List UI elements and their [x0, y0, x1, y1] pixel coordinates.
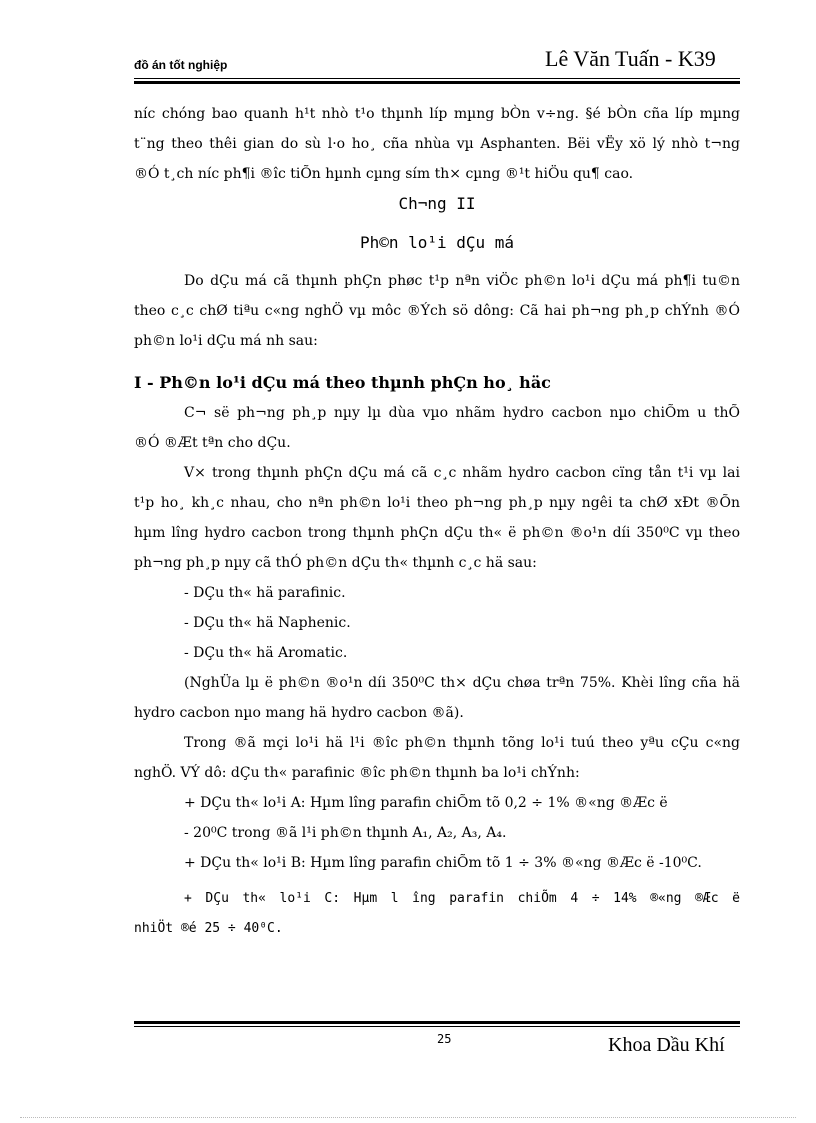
- type-b-line: + DÇu th« lo¹i B: Hµm lîng parafin chiÕm tõ 1 ÷ 3% ®«ng ®Æc ë -10⁰C.: [184, 855, 702, 871]
- type-c-line-2: nhiÖt ®é 25 ÷ 40⁰C.: [134, 921, 283, 936]
- section-heading: [134, 368, 740, 398]
- text-line: ®Ó ®Æt tªn cho dÇu.: [134, 435, 291, 451]
- footer-rule-thick: [134, 1021, 740, 1024]
- list-item: - DÇu th« hä Naphenic.: [184, 615, 351, 631]
- text-line: ®Ó t¸ch níc ph¶i ®îc tiÕn hµnh cµng sím th× cµng ®¹t hiÖu qu¶ cao.: [134, 166, 634, 182]
- paragraph-5: [134, 668, 740, 728]
- text-line: Do dÇu má cã thµnh phÇn phøc t¹p nªn viÖc ph©n lo¹i dÇu má ph¶i tu©n: [184, 273, 740, 289]
- chapter-title-block: [134, 229, 740, 259]
- paraffin-types: [134, 788, 740, 878]
- page-boundary: [20, 1117, 796, 1118]
- chapter-title: Ph©n lo¹i dÇu má: [359, 233, 515, 252]
- footer-faculty: Khoa Dầu Khí: [608, 1034, 725, 1056]
- footer-rule-thin: [134, 1026, 740, 1027]
- paragraph-6: [134, 728, 740, 788]
- text-line: theo c¸c chØ tiªu c«ng nghÖ vµ môc ®Ých sö dông: Cã hai ph¬ng ph¸p chÝnh ®Ó: [134, 303, 740, 319]
- text-line: ph¬ng ph¸p nµy cã thÓ ph©n dÇu th« thµnh c¸c hä sau:: [134, 555, 537, 571]
- text-line: níc chóng bao quanh h¹t nhò t¹o thµnh líp mµng bÒn v÷ng. §é bÒn cña líp mµng: [134, 106, 740, 122]
- text-line: hydro cacbon nµo mang hä hydro cacbon ®ã).: [134, 705, 464, 721]
- paragraph-2: [134, 266, 740, 356]
- paragraph-4: [134, 458, 740, 578]
- type-c-block: [134, 884, 740, 944]
- text-line: V× trong thµnh phÇn dÇu má cã c¸c nhãm hydro cacbon cïng tån t¹i vµ lai: [184, 465, 740, 481]
- section-heading-text: I - Ph©n lo¹i dÇu má theo thµnh phÇn ho¸ häc: [134, 373, 551, 392]
- chapter-number: Ch¬ng II: [398, 194, 476, 213]
- text-line: (NghÜa lµ ë ph©n ®o¹n díi 350⁰C th× dÇu chøa trªn 75%. Khèi lîng cña hä: [184, 675, 740, 691]
- list-item: - DÇu th« hä parafinic.: [184, 585, 346, 601]
- text-line: t¹p ho¸ kh¸c nhau, cho nªn ph©n lo¹i theo ph¬ng ph¸p nµy ngêi ta chØ xÐt ®Õn: [134, 495, 740, 511]
- chapter-block: [134, 190, 740, 220]
- header-rule-thick: [134, 81, 740, 84]
- header-author: Lê Văn Tuấn - K39: [545, 46, 716, 71]
- list-item: - DÇu th« hä Aromatic.: [184, 645, 348, 661]
- paragraph-1: [134, 99, 740, 189]
- header-document-title: đồ án tốt nghiệp: [134, 58, 228, 72]
- type-a-line-2: - 20⁰C trong ®ã l¹i ph©n thµnh A₁, A₂, A₃, A₄.: [184, 825, 507, 841]
- text-line: nghÖ. VÝ dô: dÇu th« parafinic ®îc ph©n thµnh ba lo¹i chÝnh:: [134, 765, 580, 781]
- text-line: Trong ®ã mçi lo¹i hä l¹i ®îc ph©n thµnh tõng lo¹i tuú theo yªu cÇu c«ng: [184, 735, 740, 751]
- type-a-line-1: + DÇu th« lo¹i A: Hµm lîng parafin chiÕm tõ 0,2 ÷ 1% ®«ng ®Æc ë: [184, 795, 668, 811]
- text-line: C¬ së ph¬ng ph¸p nµy lµ dùa vµo nhãm hydro cacbon nµo chiÕm u thÕ: [184, 405, 740, 421]
- crude-family-list: [134, 578, 740, 668]
- text-line: t¨ng theo thêi gian do sù l·o ho¸ cña nhùa vµ Asphanten. Bëi vËy xö lý nhò t¬ng: [134, 136, 740, 152]
- paragraph-3: [134, 398, 740, 458]
- text-line: hµm lîng hydro cacbon trong thµnh phÇn dÇu th« ë ph©n ®o¹n díi 350⁰C vµ theo: [134, 525, 740, 541]
- page-number: 25: [437, 1032, 452, 1046]
- type-c-line-1: + DÇu th« lo¹i C: Hµm l îng parafin chiÕm 4 ÷ 14% ®«ng ®Æc ë: [184, 891, 740, 906]
- header-rule-thin: [134, 78, 740, 79]
- text-line: ph©n lo¹i dÇu má nh sau:: [134, 333, 318, 349]
